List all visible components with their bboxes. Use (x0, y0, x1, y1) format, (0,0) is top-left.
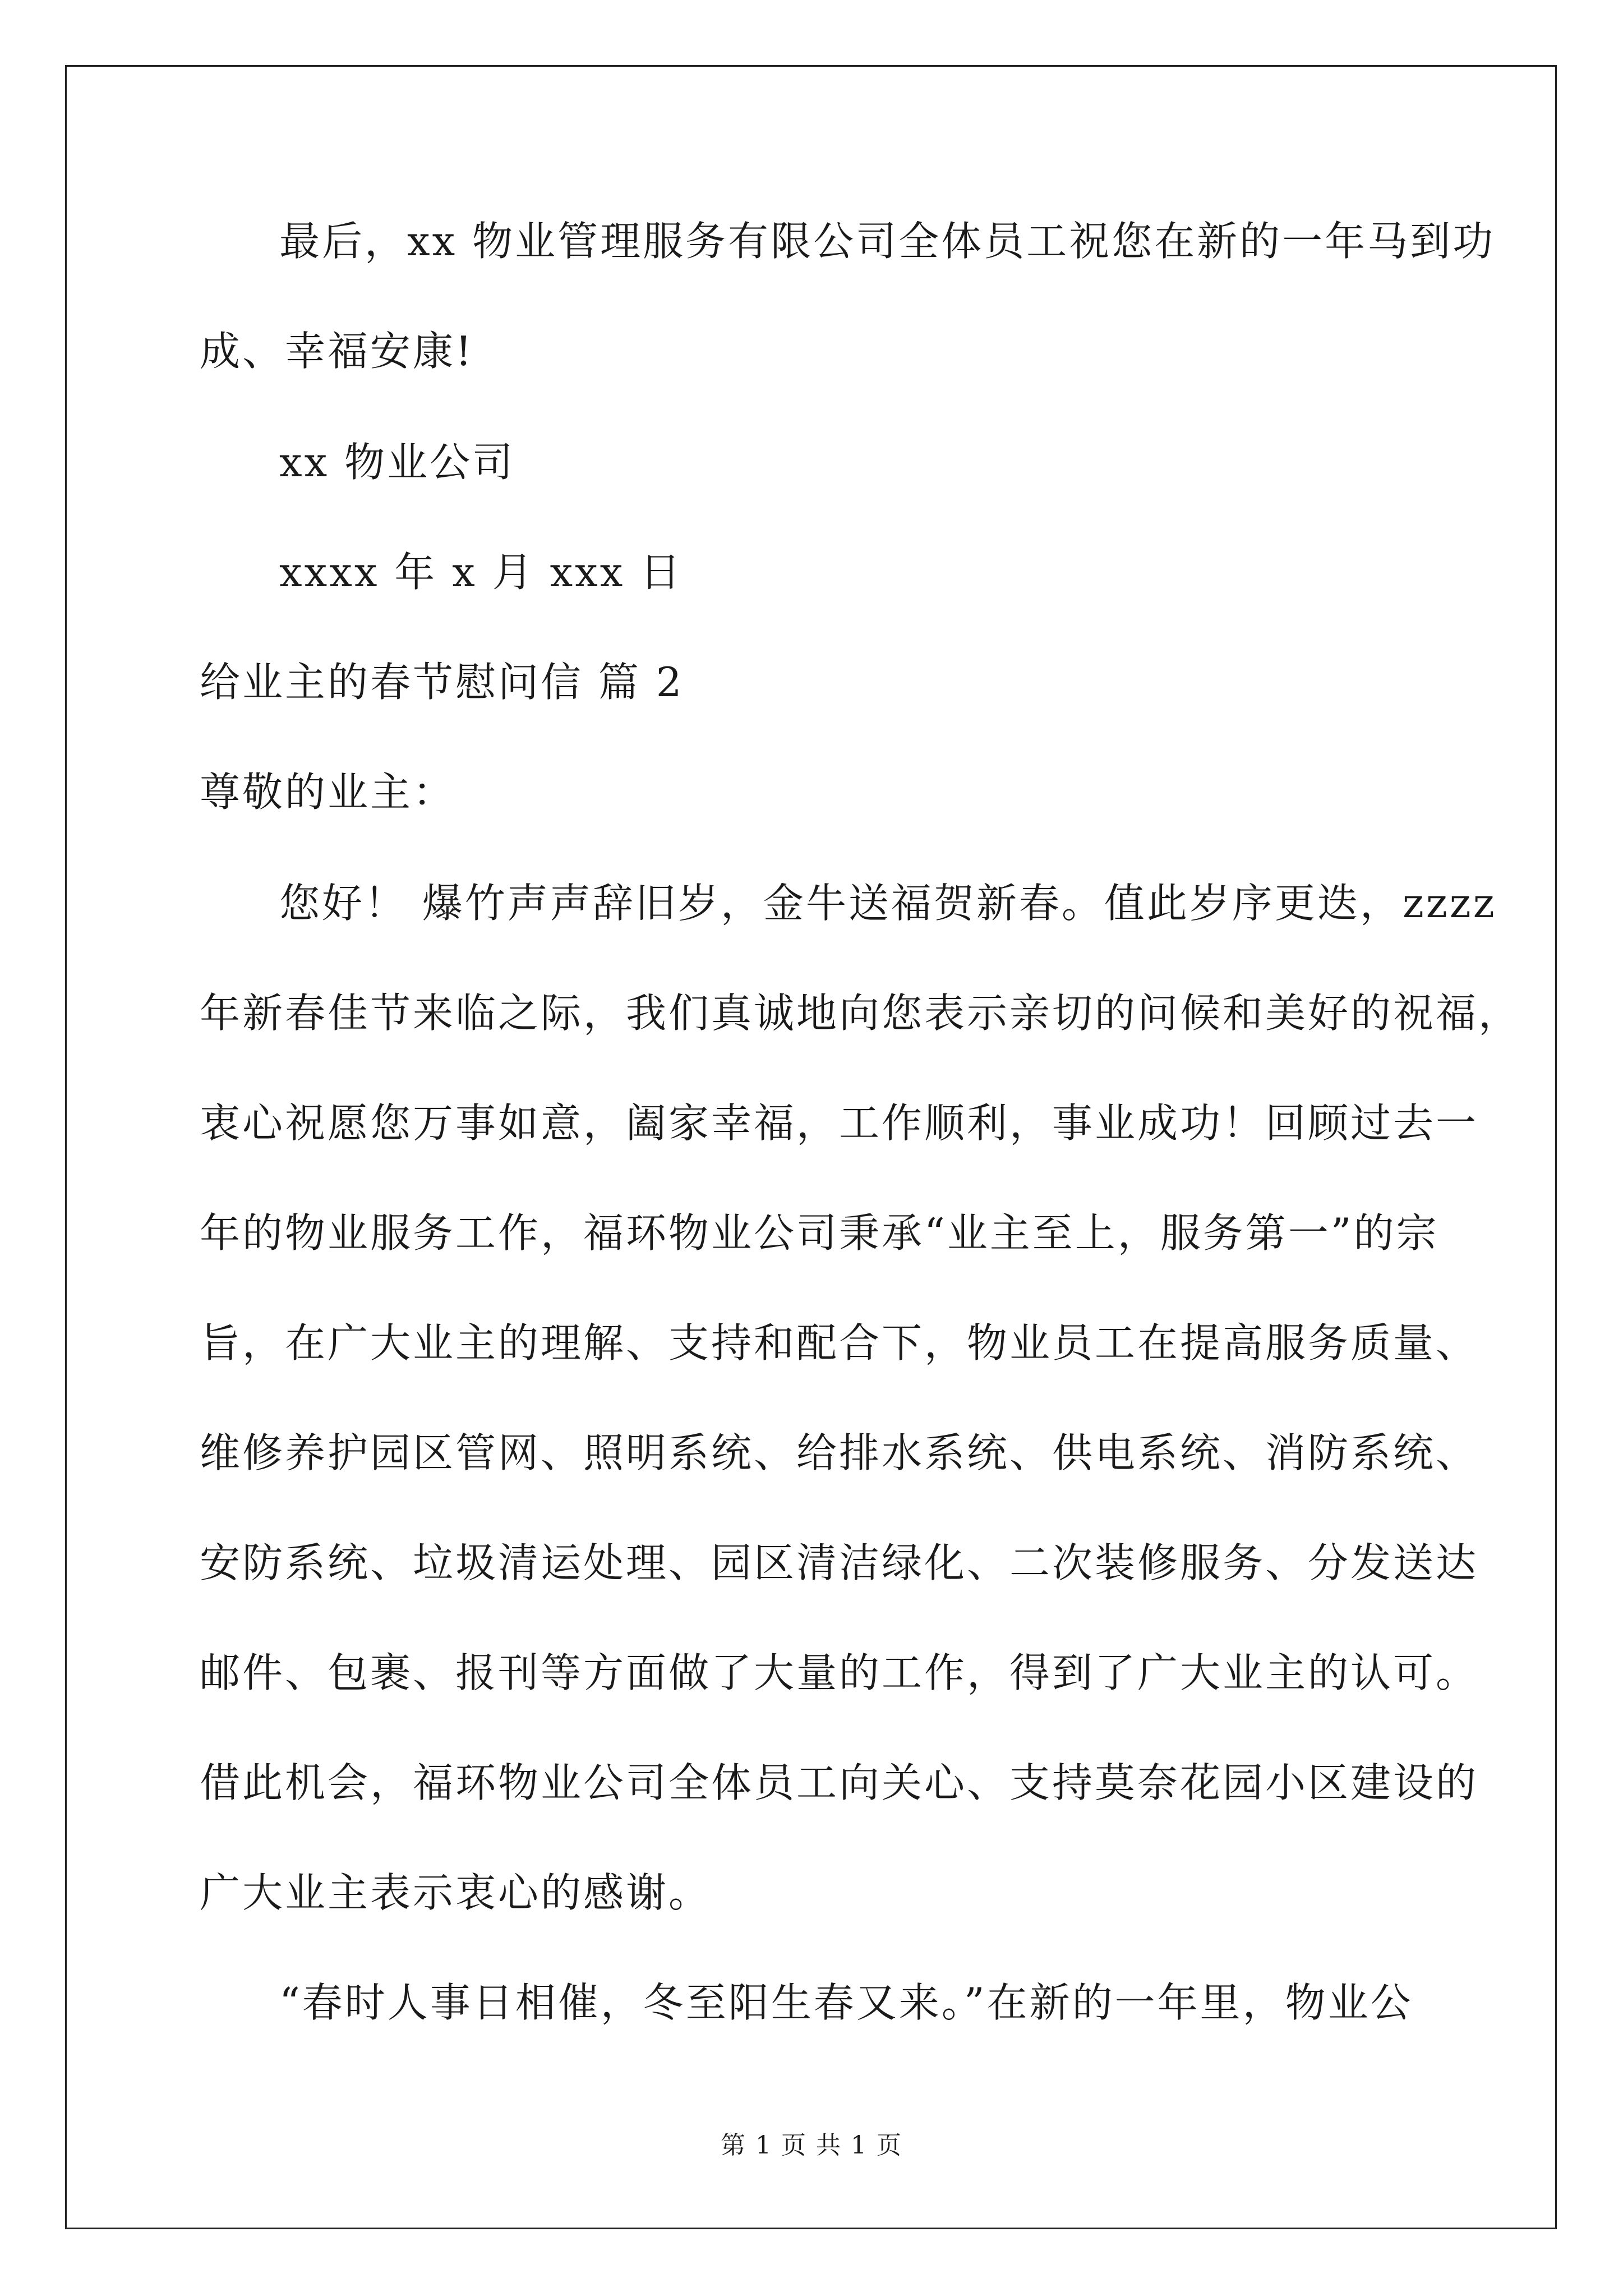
body-line-6: 维修养护园区管网、照明系统、给排水系统、供电系统、消防系统、 (200, 1429, 1479, 1476)
body-line-10: 广大业主表示衷心的感谢。 (200, 1869, 712, 1916)
section-heading: 给业主的春节慰问信 篇 2 (200, 659, 684, 706)
body-line-8: 邮件、包裹、报刊等方面做了大量的工作，得到了广大业主的认可。 (200, 1649, 1479, 1696)
body-line-11: “春时人事日相催，冬至阳生春又来。”在新的一年里，物业公 (279, 1979, 1413, 2026)
body-line-3: 衷心祝愿您万事如意，阖家幸福，工作顺利，事业成功！回顾过去一 (200, 1099, 1479, 1147)
body-line-5: 旨，在广大业主的理解、支持和配合下，物业员工在提高服务质量、 (200, 1319, 1479, 1366)
body-line-9: 借此机会，福环物业公司全体员工向关心、支持莫奈花园小区建设的 (200, 1759, 1479, 1806)
signature-company: xx 物业公司 (279, 439, 515, 486)
body-line-4: 年的物业服务工作，福环物业公司秉承“业主至上，服务第一”的宗 (200, 1209, 1439, 1257)
salutation: 尊敬的业主： (200, 769, 456, 816)
body-line-2: 年新春佳节来临之际，我们真诚地向您表示亲切的问候和美好的祝福， (200, 990, 1521, 1037)
paragraph-closing-wish-line-1: 最后，xx 物业管理服务有限公司全体员工祝您在新的一年马到功 (279, 218, 1496, 265)
signature-date: xxxx 年 x 月 xxx 日 (279, 549, 683, 596)
paragraph-closing-wish-line-2: 成、幸福安康! (200, 328, 474, 375)
body-line-1: 您好！ 爆竹声声辞旧岁，金牛送福贺新春。值此岁序更迭，zzzz (279, 880, 1497, 927)
page-footer: 第 1 页 共 1 页 (721, 2131, 902, 2160)
body-line-7: 安防系统、垃圾清运处理、园区清洁绿化、二次装修服务、分发送达 (200, 1539, 1479, 1586)
